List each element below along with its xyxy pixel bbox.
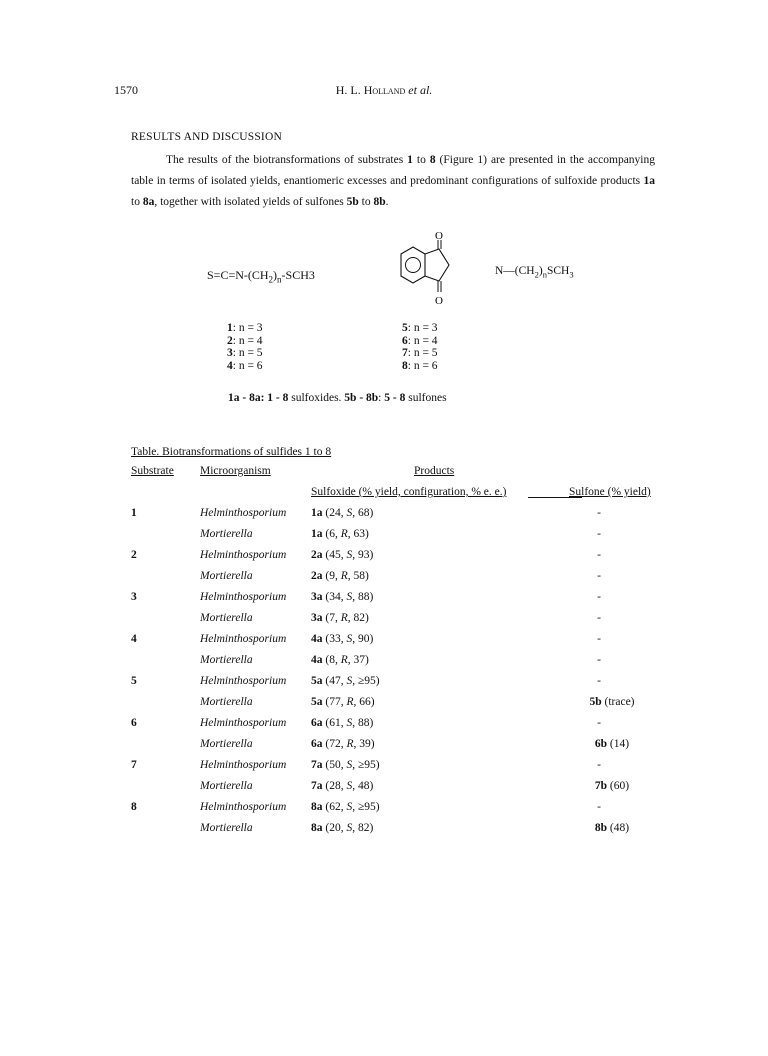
sulfoxide-cell: [311, 528, 369, 540]
sulfone-id: 7b: [594, 780, 608, 792]
para-text: .: [385, 196, 389, 208]
sulfoxide-id: 3a: [311, 591, 323, 603]
section-title: RESULTS AND DISCUSSION: [131, 131, 282, 143]
sulfoxide-id: 1a: [311, 507, 323, 519]
sulfoxide-cell: [311, 801, 380, 813]
microorganism-cell: Mortierella: [200, 696, 253, 708]
sulfoxide-cell: [311, 696, 375, 708]
sulfoxide-ee: , 93): [352, 549, 374, 561]
sulfone-yield: -: [597, 717, 601, 729]
formula-sub: 3: [569, 269, 574, 280]
sulfoxide-id: 6a: [311, 738, 323, 750]
header-substrate: Substrate: [131, 465, 174, 477]
sulfoxide-configuration: S: [346, 591, 353, 603]
substrate-cell: 6: [131, 717, 137, 729]
substrate-cell: 3: [131, 591, 137, 603]
list-item: [227, 335, 263, 348]
compound-number: 1: [227, 322, 233, 334]
compound-n: : n = 4: [232, 334, 263, 347]
table-row: [0, 675, 768, 696]
formula-text: SCH: [546, 265, 570, 277]
sulfoxide-cell: [311, 759, 380, 771]
sulfoxide-configuration: R: [340, 654, 348, 666]
para-bold: 8a: [142, 196, 155, 208]
table-row: [0, 528, 768, 549]
sulfone-yield: -: [597, 570, 601, 582]
compound-number: 7: [402, 347, 408, 359]
sulfoxide-id: 8a: [311, 822, 323, 834]
sulfone-yield: -: [597, 654, 601, 666]
sulfoxide-cell: [311, 591, 373, 603]
sulfoxide-yield: (61,: [322, 717, 347, 729]
sulfoxide-ee: , ≥95): [352, 675, 380, 687]
sulfone-yield: -: [597, 675, 601, 687]
microorganism-cell: Mortierella: [200, 822, 253, 834]
sulfoxide-id: 3a: [311, 612, 323, 624]
sulfoxide-cell: [311, 507, 373, 519]
microorganism-cell: Helminthosporium: [200, 591, 287, 603]
sulfone-yield: -: [597, 591, 601, 603]
header-sulfone: Sulfone (% yield): [569, 486, 651, 498]
sulfoxide-yield: (33,: [322, 633, 347, 645]
sulfoxide-id: 7a: [311, 780, 323, 792]
sulfoxide-yield: (77,: [322, 696, 347, 708]
para-bold: 1: [407, 154, 413, 166]
substrate-cell: 2: [131, 549, 137, 561]
para-text: , together with isolated yields of sulfones: [154, 196, 347, 208]
sulfoxide-id: 2a: [311, 570, 323, 582]
sulfone-cell: [593, 528, 605, 540]
sulfoxide-configuration: S: [346, 549, 353, 561]
caption-text: sulfoxides.: [288, 392, 345, 404]
para-text: The results of the biotransformations of substrates: [166, 154, 408, 166]
sulfoxide-configuration: R: [340, 612, 348, 624]
header-sulfoxide: Sulfoxide (% yield, configuration, % e. e.): [311, 486, 507, 498]
sulfone-cell: [593, 675, 605, 687]
sulfone-cell: [593, 549, 605, 561]
sulfone-yield: -: [597, 612, 601, 624]
phthalimide-structure: [383, 232, 503, 312]
table-row: [0, 570, 768, 591]
sulfoxide-configuration: S: [346, 507, 353, 519]
sulfoxide-cell: [311, 717, 373, 729]
microorganism-cell: Helminthosporium: [200, 507, 287, 519]
sulfoxide-configuration: S: [346, 822, 353, 834]
sulfone-cell: [582, 822, 642, 834]
sulfoxide-yield: (34,: [322, 591, 347, 603]
formula-sub: n: [542, 269, 547, 280]
sulfoxide-ee: , ≥95): [352, 759, 380, 771]
sulfoxide-ee: , 39): [353, 738, 375, 750]
header-products: Products: [414, 465, 455, 477]
sulfoxide-id: 2a: [311, 549, 323, 561]
sulfone-cell: [593, 591, 605, 603]
microorganism-cell: Mortierella: [200, 654, 253, 666]
sulfoxide-ee: , 82): [347, 612, 369, 624]
sulfoxide-configuration: R: [346, 696, 354, 708]
sulfoxide-yield: (47,: [322, 675, 347, 687]
caption-text: :: [378, 392, 385, 404]
sulfoxide-configuration: S: [346, 633, 353, 645]
sulfoxide-cell: [311, 654, 369, 666]
microorganism-cell: Helminthosporium: [200, 633, 287, 645]
para-bold: 8b: [373, 196, 386, 208]
sulfoxide-cell: [311, 675, 380, 687]
authors-prefix: H. L.: [335, 83, 364, 97]
table-title: Table. Biotransformations of sulfides 1 to 8: [131, 446, 332, 458]
sulfoxide-yield: (24,: [322, 507, 347, 519]
table-row: [0, 717, 768, 738]
microorganism-cell: Mortierella: [200, 570, 253, 582]
sulfoxide-ee: , 66): [353, 696, 375, 708]
microorganism-cell: Mortierella: [200, 738, 253, 750]
running-header: [0, 83, 768, 98]
sulfone-yield: -: [597, 528, 601, 540]
sulfone-cell: [593, 507, 605, 519]
sulfoxide-yield: (9,: [322, 570, 341, 582]
sulfoxide-id: 7a: [311, 759, 323, 771]
compound-list-left: [227, 322, 263, 372]
sulfoxide-ee: , 63): [347, 528, 369, 540]
compound-n: : n = 6: [407, 359, 438, 372]
sulfoxide-yield: (6,: [322, 528, 341, 540]
table-row: [0, 822, 768, 843]
list-item: [227, 322, 263, 335]
sulfoxide-cell: [311, 738, 375, 750]
oxygen-label-bottom: O: [435, 295, 443, 307]
sulfoxide-ee: , 37): [347, 654, 369, 666]
para-text: to: [131, 196, 143, 208]
sulfoxide-cell: [311, 780, 373, 792]
sulfoxide-configuration: R: [340, 528, 348, 540]
list-item: [402, 347, 438, 360]
microorganism-cell: Helminthosporium: [200, 717, 287, 729]
formula-sub: n: [277, 274, 282, 285]
sulfoxide-yield: (28,: [322, 780, 347, 792]
para-text: (Figure 1) are presented in the accompanying table in terms of isolated yields, enantiomeric excesses and predominant configurations of sulfoxide products: [131, 154, 655, 187]
sulfone-cell: [582, 738, 642, 750]
sulfoxide-cell: [311, 612, 369, 624]
para-text: to: [358, 196, 374, 208]
caption-bold: 5b - 8b: [344, 392, 379, 404]
sulfone-yield: (trace): [601, 696, 635, 708]
sulfoxide-configuration: R: [340, 570, 348, 582]
list-item: [402, 360, 438, 373]
benzene-ring: [401, 247, 425, 283]
para-bold: 8: [429, 154, 436, 166]
compound-n: : n = 3: [407, 322, 438, 334]
table-row: [0, 549, 768, 570]
sulfoxide-id: 4a: [311, 654, 323, 666]
sulfoxide-ee: , 88): [352, 717, 374, 729]
sulfoxide-yield: (8,: [322, 654, 341, 666]
sulfone-yield: -: [597, 633, 601, 645]
table-row: [0, 801, 768, 822]
oxygen-label-top: O: [435, 232, 443, 242]
results-paragraph: [131, 150, 655, 213]
substrate-cell: 1: [131, 507, 137, 519]
sulfoxide-cell: [311, 549, 373, 561]
para-bold: 5b: [346, 196, 359, 208]
microorganism-cell: Mortierella: [200, 780, 253, 792]
sulfoxide-ee: , 68): [352, 507, 374, 519]
sulfoxide-yield: (7,: [322, 612, 341, 624]
microorganism-cell: Mortierella: [200, 612, 253, 624]
compound-number: 4: [227, 359, 233, 372]
sulfoxide-ee: , 48): [352, 780, 374, 792]
sulfone-yield: -: [597, 801, 601, 813]
sulfoxide-yield: (62,: [322, 801, 347, 813]
sulfone-id: 6b: [594, 738, 608, 750]
list-item: [402, 335, 438, 348]
caption-bold: 1a - 8a:: [228, 392, 265, 404]
para-bold: 1a: [643, 175, 655, 187]
sulfoxide-cell: [311, 570, 369, 582]
substrate-cell: 7: [131, 759, 137, 771]
list-item: [227, 360, 263, 373]
sulfone-cell: [593, 570, 605, 582]
microorganism-cell: Helminthosporium: [200, 675, 287, 687]
microorganism-cell: Helminthosporium: [200, 549, 287, 561]
formula-text: S=C=N-(CH: [207, 268, 269, 282]
sulfone-yield: -: [597, 549, 601, 561]
substrate-cell: 8: [131, 801, 137, 813]
sulfone-cell: [593, 612, 605, 624]
sulfoxide-cell: [311, 633, 373, 645]
sulfoxide-id: 5a: [311, 696, 323, 708]
sulfoxide-configuration: S: [346, 759, 353, 771]
microorganism-cell: Helminthosporium: [200, 759, 287, 771]
sulfoxide-ee: , 82): [352, 822, 374, 834]
compound-number: 6: [402, 334, 408, 347]
caption-text: sulfones: [405, 392, 447, 404]
substrate-cell: 5: [131, 675, 137, 687]
sulfoxide-ee: , 90): [352, 633, 374, 645]
sulfoxide-id: 6a: [311, 717, 323, 729]
list-item: [227, 347, 263, 360]
sulfone-cell: [582, 696, 642, 708]
table-row: [0, 696, 768, 717]
table-row: [0, 612, 768, 633]
caption-bold: 5 - 8: [384, 392, 406, 404]
table-row: [0, 654, 768, 675]
sulfone-yield: -: [597, 507, 601, 519]
compound-n: : n = 3: [232, 322, 263, 334]
isothiocyanate-formula: [207, 268, 315, 284]
sulfone-id: 5b: [589, 696, 602, 708]
sulfoxide-yield: (45,: [322, 549, 347, 561]
microorganism-cell: Mortierella: [200, 528, 253, 540]
table-row: [0, 507, 768, 528]
sulfone-id: 8b: [594, 822, 608, 834]
sulfoxide-cell: [311, 822, 373, 834]
sulfone-yield: (14): [607, 738, 630, 750]
microorganism-cell: Helminthosporium: [200, 801, 287, 813]
sulfoxide-id: 5a: [311, 675, 323, 687]
sulfoxide-configuration: S: [346, 780, 353, 792]
sulfoxide-yield: (50,: [322, 759, 347, 771]
sulfone-cell: [593, 717, 605, 729]
sulfoxide-ee: , 58): [347, 570, 369, 582]
compound-list-right: [402, 322, 438, 372]
list-item: [402, 322, 438, 335]
compound-n: : n = 4: [407, 334, 438, 347]
imide-ring: [425, 249, 449, 281]
sulfoxide-ee: , ≥95): [352, 801, 380, 813]
table-row: [0, 759, 768, 780]
compound-number: 8: [402, 359, 408, 372]
para-text: to: [412, 154, 430, 166]
formula-sub: 2: [268, 274, 274, 285]
figure-caption: [228, 392, 447, 404]
phthalimide-sidechain-formula: [495, 265, 574, 279]
table-row: [0, 591, 768, 612]
authors-surname: Holland: [363, 83, 406, 97]
authors-suffix: et al.: [405, 83, 433, 97]
sulfone-cell: [593, 633, 605, 645]
sulfone-cell: [593, 801, 605, 813]
sulfoxide-ee: , 88): [352, 591, 374, 603]
sulfone-cell: [593, 759, 605, 771]
sulfoxide-configuration: S: [346, 801, 353, 813]
sulfoxide-configuration: R: [346, 738, 354, 750]
formula-text: -SCH3: [281, 268, 315, 282]
sulfoxide-configuration: S: [346, 675, 353, 687]
sulfone-yield: -: [597, 759, 601, 771]
page-number: 1570: [114, 83, 138, 97]
sulfoxide-id: 1a: [311, 528, 323, 540]
table-row: [0, 780, 768, 801]
sulfone-cell: [593, 654, 605, 666]
formula-text: ): [538, 265, 543, 277]
compound-number: 5: [402, 322, 408, 334]
sulfoxide-id: 8a: [311, 801, 323, 813]
sulfone-cell: [582, 780, 642, 792]
sulfoxide-yield: (72,: [322, 738, 347, 750]
table-row: [0, 738, 768, 759]
aromatic-circle: [406, 258, 421, 273]
sulfoxide-yield: (20,: [322, 822, 347, 834]
table-row: [0, 633, 768, 654]
sulfone-yield: (48): [607, 822, 630, 834]
compound-n: : n = 6: [232, 359, 263, 372]
compound-n: : n = 5: [232, 347, 263, 359]
substrate-cell: 4: [131, 633, 137, 645]
compound-number: 3: [227, 347, 233, 359]
sulfoxide-id: 4a: [311, 633, 323, 645]
sulfone-yield: (60): [607, 780, 630, 792]
caption-bold: 1 - 8: [267, 392, 289, 404]
compound-n: : n = 5: [407, 347, 438, 359]
sulfoxide-configuration: S: [346, 717, 353, 729]
header-microorganism: Microorganism: [200, 465, 271, 477]
compound-number: 2: [227, 334, 233, 347]
formula-sub: 2: [534, 269, 539, 280]
formula-text: N—(CH: [495, 265, 535, 277]
formula-text: ): [273, 268, 278, 282]
